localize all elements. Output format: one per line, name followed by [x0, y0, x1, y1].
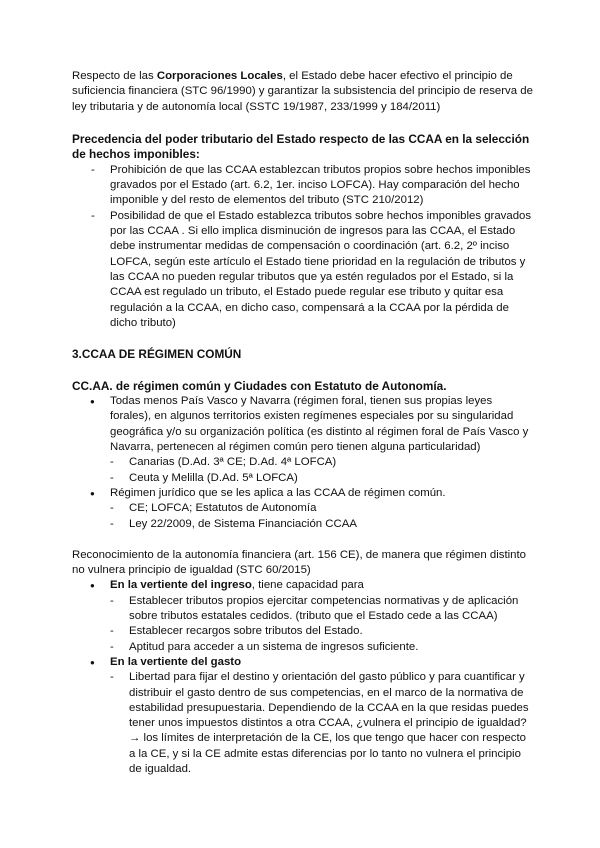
- sub-item: [110, 471, 534, 486]
- intro-bold: Corporaciones Locales: [156, 70, 283, 82]
- intro-post: , el Estado debe hacer efectivo el principio de suficiencia financiera (STC 96/1990) y garantizar la subsistencia del principio de reserva de ley tributaria y de autonomía local (SSTC 19/1987, 233/1999 y 184/2011): [72, 70, 533, 113]
- list-item: [72, 394, 534, 486]
- precedencia-list: [72, 163, 534, 331]
- sub-item: [110, 517, 534, 532]
- sub-item: [110, 670, 534, 777]
- bullet-text: Todas menos País Vasco y Navarra (régimen foral, tienen sus propias leyes forales), en algunos territorios existen regímenes especiales por su singularidad geográfica y/o su organización política (es distinto al régimen foral de País Vasco y Navarra, pertenecen al régimen común pero tienen alguna particularidad): [110, 395, 529, 454]
- sub-item-text: - Ceuta y Melilla (D.Ad. 5ª LOFCA): [129, 471, 298, 484]
- gasto-label: En la vertiente del gasto: [110, 655, 242, 668]
- sub-item: [110, 640, 534, 655]
- sub-item-text: - Establecer tributos propios ejercitar competencias normativas y de aplicación sobre tributos estatales cedidos. (tributo que el Estado cede a las CCAA): [129, 594, 519, 623]
- sub-item: [110, 501, 534, 516]
- sub-item-text: - Establecer recargos sobre tributos del Estado.: [129, 625, 363, 638]
- sub-item: [110, 594, 534, 625]
- sub-list: [110, 594, 534, 655]
- sub-item: [110, 455, 534, 470]
- sub-list: [110, 501, 534, 532]
- list-item: - Posibilidad de que el Estado establezca tributos sobre hechos imponibles gravados por las CCAA . Si ello implica disminución de ingresos para las CCAA, el Estado debe instrumentar medidas de compensación o coordinación (art. 6.2, 2º inciso LOFCA, según este artículo el Estado tiene prioridad en la regulación de tributos y las CCAA no pueden regular tributos que ya estén regulados por el Estado, si la CCAA est regulado un tributo, el Estado puede regular ese tributo y quitar esa regulación a la CCAA, en dicho caso, compensará a la CCAA por la pérdida de dicho tributo): [72, 209, 534, 331]
- sub-item-text: - Libertad para fijar el destino y orientación del gasto público y para cuantificar y distribuir el gasto dentro de sus competencias, en el marco de la normativa de estabilidad presupuestaria. Dependiendo de la CCAA en la que residas puedes tener unos impuestos distintos a otra CCAA, ¿vulnera el principio de igualdad? → los límites de interpretación de la CE, los que tengo que hacer con respecto a la CE, y si la CE admite estas diferencias por lo tanto no vulnera el principio de igualdad.: [129, 671, 529, 775]
- list-item: [72, 578, 534, 654]
- list-item: [72, 655, 534, 777]
- vertientes-bullets: [72, 578, 534, 777]
- sub-item-text: - CE; LOFCA; Estatutos de Autonomía: [129, 502, 317, 515]
- intro-pre: Respecto de las: [72, 70, 157, 82]
- sub-item-text: - Ley 22/2009, de Sistema Financiación CCAA: [129, 517, 357, 530]
- sub-item-text: - Canarias (D.Ad. 3ª CE; D.Ad. 4ª LOFCA): [129, 456, 337, 469]
- sub-list: [110, 455, 534, 486]
- intro-paragraph: [72, 69, 534, 115]
- document-content: [72, 69, 534, 777]
- section-title: 3.CCAA DE RÉGIMEN COMÚN: [72, 347, 242, 362]
- sub-item-text: - Aptitud para acceder a un sistema de ingresos suficiente.: [129, 640, 419, 653]
- reconocimiento-text: Reconocimiento de la autonomía financiera (art. 156 CE), de manera que régimen distinto no vulnera principio de igualdad (STC 60/2015): [72, 548, 526, 577]
- section-subheading: CC.AA. de régimen común y Ciudades con Estatuto de Autonomía.: [72, 378, 447, 393]
- sub-list: [110, 670, 534, 777]
- list-item: - Prohibición de que las CCAA establezcan tributos propios sobre hechos imponibles gravados por el Estado (art. 6.2, 1er. inciso LOFCA). Hay comparación del hecho imponible y del resto de elementos del tributo (STC 210/2012): [72, 163, 534, 209]
- ingreso-suffix: , tiene capacidad para: [251, 579, 364, 592]
- sub-item: [110, 624, 534, 639]
- list-item: [72, 486, 534, 532]
- regimen-bullets: [72, 394, 534, 532]
- precedencia-heading: Precedencia del poder tributario del Estado respecto de las CCAA en la selección de hechos imponibles:: [72, 131, 530, 162]
- bullet-text: Régimen jurídico que se les aplica a las CCAA de régimen común.: [110, 486, 446, 499]
- ingreso-label: En la vertiente del ingreso: [110, 579, 252, 592]
